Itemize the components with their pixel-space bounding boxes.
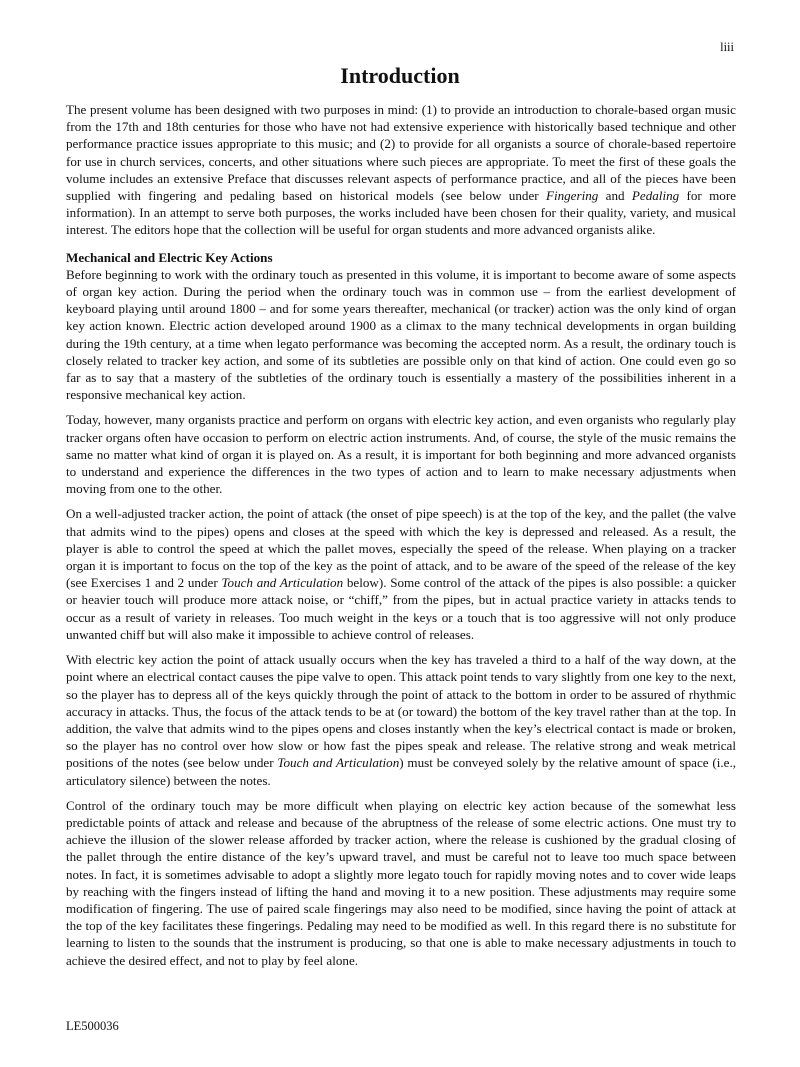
page-title: Introduction (340, 63, 460, 88)
touch-articulation-reference: Touch and Articulation (221, 575, 344, 591)
footer-code: LE500036 (66, 1019, 119, 1033)
intro-paragraph (66, 101, 736, 239)
paragraph-3-text-b: below). Some control of the attack of the pipes is also possible: a quicker or heavier touch will produce more attack noise, or “chiff,” from the pipes, but in actual practice variety in attacks tends to occur as a result of variety in releases. Too much weight in the keys or a touch that is too aggressive will not only produce unwanted chiff but will also make it impossible to achieve control of releases. (66, 575, 737, 642)
paragraph-4-text-b: ) must be conveyed solely by the relative amount of space (i.e., articulatory silence) between the notes. (66, 755, 737, 788)
intro-text-a: The present volume has been designed with two purposes in mind: (1) to provide an introduction to chorale-based organ music from the 17th and 18th centuries for those who have not had extensive experience with historically based technique and other performance practice issues appropriate to this music; and (2) to provide for all organists a source of chorale-based repertoire for use in church services, concerts, and other situations where such pieces are appropriate. To meet the first of these goals the volume includes an extensive Preface that discusses relevant aspects of performance practice, and all of the pieces have been supplied with fingering and pedaling based on historical models (see below under (66, 102, 736, 204)
paragraph-4-text-a: With electric key action the point of attack usually occurs when the key has traveled a third to a half of the way down, at the point where an electrical contact causes the pipe valve to open. This attack point tends to vary slightly from one key to the next, so the player has to depress all of the keys quickly through the point of attack to the bottom in order to be assured of rhythmic accuracy in attacks. Thus, the focus of the attack tends to be at (or toward) the bottom of the key travel rather than at the top. In addition, the valve that admits wind to the pipes opens and closes instantly when the key’s electrical contact is made or broken, so the player has no control over how slow or how fast the pipes speak and release. The relative strong and weak metrical positions of the notes (see below under (66, 652, 736, 771)
intro-text-b: and (598, 188, 632, 204)
paragraph-2: Today, however, many organists practice and perform on organs with electric key action, and even organists who regularly play tracker organs often have occasion to perform on electric action instruments. And, of course, the style of the music remains the same no matter what kind of organ it is played on. As a result, it is important for both beginning and more advanced organists to understand and experience the differences in the two types of action and to learn to make necessary adjustments when moving from one to the other. (66, 412, 736, 497)
paragraph-3 (66, 505, 736, 643)
section-heading: Mechanical and Electric Key Actions (66, 249, 273, 265)
touch-articulation-reference: Touch and Articulation (277, 755, 400, 771)
paragraph-1: Before beginning to work with the ordinary touch as presented in this volume, it is important to become aware of some aspects of organ key action. During the period when the ordinary touch was in common use – from the earliest development of keyboard playing until around 1800 – and for some years thereafter, mechanical (or tracker) action was the only kind of organ key action known. Electric action developed around 1900 as a climax to the many technical developments in organ building during the 19th century, at a time when legato performance was becoming the accepted norm. As a result, the ordinary touch is closely related to tracker key action, and some of its subtleties are possible only on that kind of action. One could even go so far as to say that a mastery of the subtleties of the ordinary touch is essentially a mastery of the possibilities inherent in a responsive mechanical key action. (66, 266, 736, 403)
pedaling-reference: Pedaling (631, 188, 680, 204)
body-text (66, 101, 736, 977)
paragraph-5: Control of the ordinary touch may be more difficult when playing on electric key action because of the somewhat less predictable points of attack and release and because of the abruptness of the release of some electric actions. One must try to achieve the illusion of the slower release afforded by tracker action, where the release is cushioned by the gradual closing of the pallet through the entire distance of the key’s upward travel, and must be careful not to leave too much space between notes. In fact, it is sometimes advisable to adopt a slightly more legato touch for rapidly moving notes and to cover wide leaps by reaching with the fingers instead of lifting the hand and moving it to a new position. These adjustments may require some modification of fingering. The use of paired scale fingerings may also need to be modified, since having the point of attack at the top of the key facilitates these fingerings. Pedaling may need to be modified as well. In this regard there is no substitute for learning to listen to the sounds that the instrument is producing, so that one is able to make necessary adjustments in touch to achieve the desired effect, and not to play by feel alone. (66, 797, 736, 968)
page-number: liii (720, 40, 734, 54)
paragraph-3-text-a: On a well-adjusted tracker action, the point of attack (the onset of pipe speech) is at the top of the key, and the pallet (the valve that admits wind to the pipes) opens and closes at the speed with which the key is depressed and released. As a result, the player is able to control the speed at which the pallet moves, especially the speed of the release. When playing on a tracker organ it is important to focus on the top of the key as the point of attack, and to be aware of the speed of the release of the key (see Exercises 1 and 2 under (66, 506, 736, 591)
fingering-reference: Fingering (545, 188, 599, 204)
paragraph-4 (66, 651, 736, 789)
intro-text-c: for more information). In an attempt to serve both purposes, the works included have been chosen for their quality, variety, and musical interest. The editors hope that the collection will be useful for organ students and more advanced organists alike. (66, 188, 737, 238)
